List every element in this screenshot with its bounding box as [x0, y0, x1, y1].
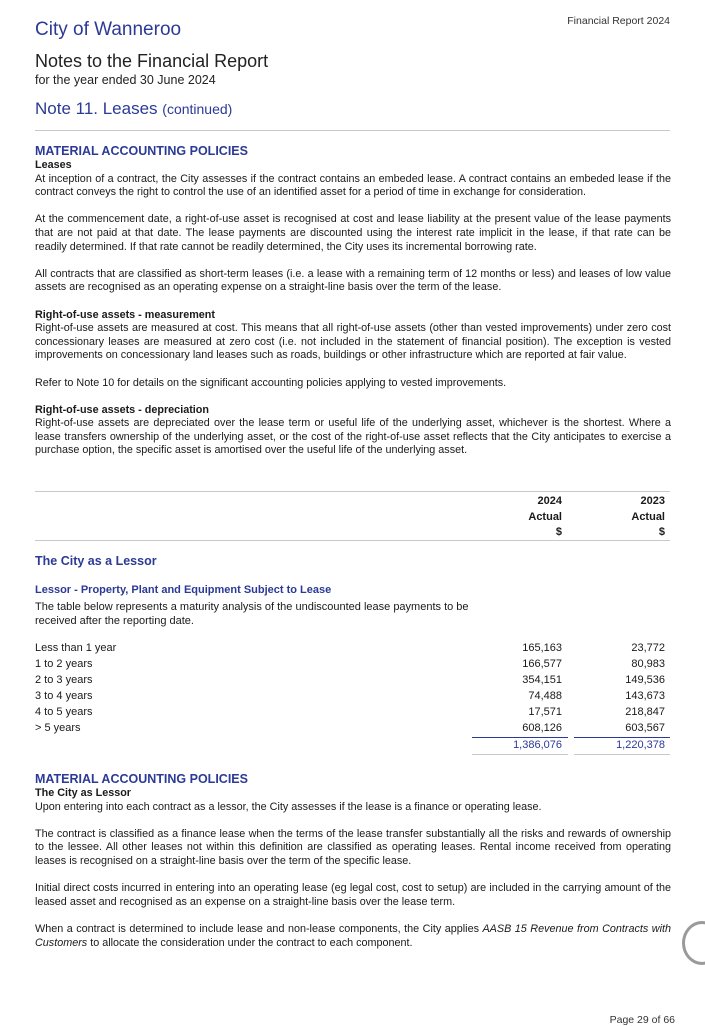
row-value-2024: 17,571	[528, 706, 562, 718]
measurement-heading: Right-of-use assets - measurement	[35, 308, 215, 321]
row-value-2023: 80,983	[631, 658, 665, 670]
row-value-2023: 218,847	[625, 706, 665, 718]
leases-paragraph-1: At inception of a contract, the City assesses if the contract contains an embeded lease. A contract contains an embeded lease if the contract conveys the right to control the use of an identified asset for a period of time in exchange for consideration.	[35, 172, 671, 199]
note-title	[35, 99, 232, 119]
column-header-2023	[631, 494, 665, 541]
table-row	[35, 642, 670, 658]
depreciation-paragraph: Right-of-use assets are depreciated over the lease term or useful life of the underlying asset, whichever is the shortest. Where a lease transfers ownership of the underlying asset, or the cost of the right-of-use asset reflects that the City anticipates to exercise a purchase option, the specific asset is amortised over the useful life of the underlying asset.	[35, 417, 671, 457]
header-divider	[35, 130, 670, 131]
lessor-paragraph-4	[35, 923, 671, 950]
policies-heading-2: MATERIAL ACCOUNTING POLICIES	[35, 772, 248, 786]
column-2024-year: 2024	[537, 495, 562, 507]
policies-section-2	[35, 772, 671, 950]
row-value-2023: 23,772	[631, 642, 665, 654]
lessor-paragraph-3: Initial direct costs incurred in entering into an operating lease (eg legal cost, cost to setup) are included in the carrying amount of the leased asset and recognised as an expense on a straight-line basis over the lease term.	[35, 882, 671, 908]
lessor-paragraph-2: The contract is classified as a finance lease when the terms of the lease transfer substantially all the risks and rewards of ownership to the lessee. All other leases not within this definition are classified as operating leases. Rental income received from operating leases is recognised on a straight-line basis over the term of the specific lease.	[35, 827, 671, 867]
column-header-2024	[528, 494, 562, 541]
aasb15-reference: AASB 15 Revenue from Contracts with Customers	[35, 922, 671, 949]
lessor-description: The table below represents a maturity analysis of the undiscounted lease payments to be received after the reporting date.	[35, 601, 469, 627]
table-row	[35, 722, 670, 738]
table-top-divider	[35, 491, 670, 492]
table-row	[35, 658, 670, 674]
column-2023-unit: $	[658, 526, 665, 538]
page-badge-icon	[682, 921, 705, 965]
measurement-paragraph-1: Right-of-use assets are measured at cost. This means that all right-of-use assets (other than vested improvements) under zero cost concessionary leases are measured at zero cost (i.e. not included in the statement of financial position). The exception is vested improvements on concessionary land leases such as roads, buildings or other infrastructure which are reported at fair value.	[35, 322, 671, 362]
row-label: > 5 years	[35, 722, 81, 734]
total-row	[35, 739, 670, 755]
row-label: Less than 1 year	[35, 642, 117, 654]
total-rule-2023	[574, 737, 670, 738]
row-value-2023: 603,567	[625, 722, 665, 734]
table-row	[35, 706, 670, 722]
row-label: 3 to 4 years	[35, 690, 93, 702]
total-value-2024: 1,386,076	[513, 739, 562, 751]
note-title-text: Note 11. Leases	[35, 99, 158, 118]
row-value-2024: 608,126	[522, 722, 562, 734]
row-value-2024: 166,577	[522, 658, 562, 670]
lessor-paragraph-1: Upon entering into each contract as a lessor, the City assesses if the lease is a finance or operating lease.	[35, 800, 542, 813]
lessor-policy-heading: The City as Lessor	[35, 787, 132, 799]
lessor-p4-pre: When a contract is determined to include lease and non-lease components, the City applies	[35, 922, 483, 935]
report-period: for the year ended 30 June 2024	[35, 73, 216, 87]
row-value-2024: 165,163	[522, 642, 562, 654]
row-value-2023: 149,536	[625, 674, 665, 686]
total-rule-2024	[472, 737, 568, 738]
table-header-divider	[35, 540, 670, 541]
lessor-subtitle: Lessor - Property, Plant and Equipment Subject to Lease	[35, 584, 332, 596]
depreciation-heading: Right-of-use assets - depreciation	[35, 403, 209, 416]
leases-heading: Leases	[35, 159, 72, 171]
total-value-2023: 1,220,378	[616, 739, 665, 751]
table-row	[35, 690, 670, 706]
leases-paragraph-3: All contracts that are classified as short-term leases (i.e. a lease with a remaining term of 12 months or less) and leases of low value assets are recognised as an operating expense on a straight-line basis over the term of the lease.	[35, 267, 671, 294]
column-2023-year: 2023	[640, 495, 665, 507]
leases-paragraph-2: At the commencement date, a right-of-use asset is recognised at cost and lease liability at the present value of the lease payments that are not paid at that date. The lease payments are discounted using the interest rate implicit in the lease, if that rate can be readily determined. If that rate cannot be readily determined, the City uses its incremental borrowing rate.	[35, 213, 671, 253]
row-value-2024: 74,488	[528, 690, 562, 702]
note-continued: (continued)	[162, 101, 233, 117]
report-label: Financial Report 2024	[567, 15, 670, 27]
column-2024-kind: Actual	[528, 510, 562, 523]
page-number: Page 29 of 66	[609, 1014, 675, 1026]
row-label: 2 to 3 years	[35, 674, 93, 686]
organisation-name: City of Wanneroo	[35, 19, 182, 40]
policies-heading: MATERIAL ACCOUNTING POLICIES	[35, 144, 248, 158]
total-underline-2023	[574, 754, 670, 755]
table-row	[35, 674, 670, 690]
notes-title: Notes to the Financial Report	[35, 51, 269, 71]
column-2024-unit: $	[555, 526, 562, 538]
row-value-2024: 354,151	[522, 674, 562, 686]
lessor-section-title: The City as a Lessor	[35, 554, 157, 568]
row-label: 1 to 2 years	[35, 658, 93, 670]
row-value-2023: 143,673	[625, 690, 665, 702]
measurement-paragraph-2: Refer to Note 10 for details on the significant accounting policies applying to vested improvements.	[35, 376, 507, 389]
policies-section-1	[35, 144, 671, 458]
column-2023-kind: Actual	[631, 510, 665, 523]
row-label: 4 to 5 years	[35, 706, 93, 718]
total-underline-2024	[472, 754, 568, 755]
lessor-p4-post: to allocate the consideration under the contract to each component.	[87, 936, 413, 949]
